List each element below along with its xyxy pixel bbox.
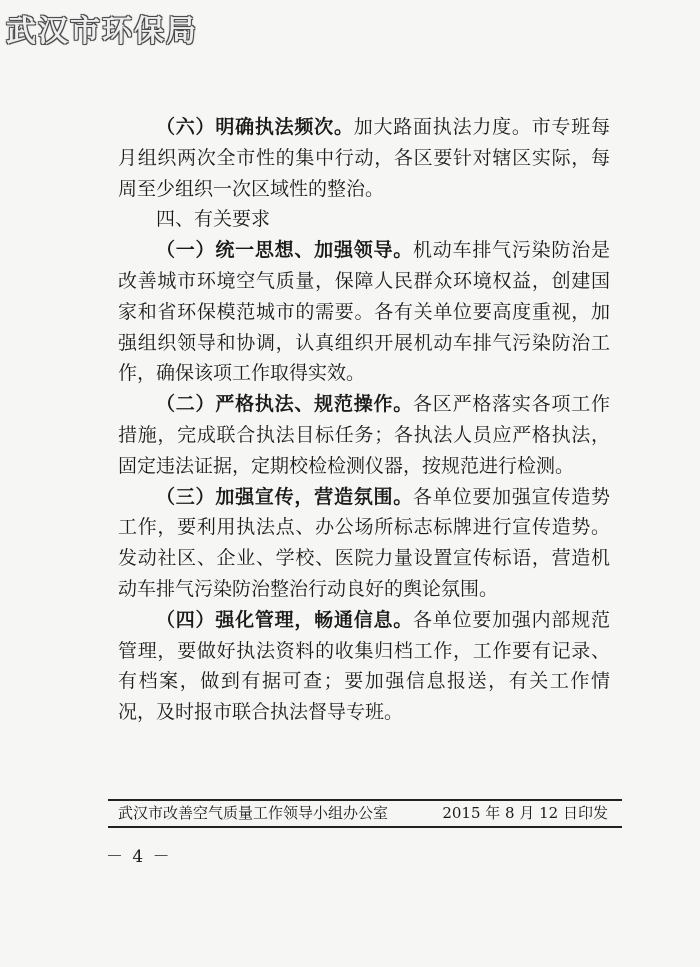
page-number: － 4 － <box>106 847 172 867</box>
requirement-2 <box>118 389 610 481</box>
paragraph-heading: （六）明确执法频次。 <box>156 116 354 138</box>
footer-date: 2015 年 8 月 12 日印发 <box>442 804 608 822</box>
requirement-text: 机动车排气污染防治是改善城市环境空气质量，保障人民群众环境权益，创建国家和省环保模范城市的需要。各有关单位要高度重视，加强组织领导和协调，认真组织开展机动车排气污染防治工作，确保该项工作取得实效。 <box>118 239 610 385</box>
paragraph-text: 加大路面执法力度。市专班每月组织两次全市性的集中行动，各区要针对辖区实际，每周至少组织一次区域性的整治。 <box>118 116 610 200</box>
footer-top-rule <box>108 799 622 801</box>
requirement-text: 各区严格落实各项工作措施，完成联合执法目标任务；各执法人员应严格执法，固定违法证据，定期校检检测仪器，按规范进行检测。 <box>118 393 610 477</box>
document-body <box>118 112 610 728</box>
footer-bottom-rule <box>108 826 622 828</box>
watermark-stamp: 武汉市环保局 <box>6 14 198 49</box>
requirement-4 <box>118 605 610 728</box>
requirement-3 <box>118 482 610 605</box>
requirement-text: 各单位要加强宣传造势工作，要利用执法点、办公场所标志标牌进行宣传造势。发动社区、企业、学校、医院力量设置宣传标语，营造机动车排气污染防治整治行动良好的舆论氛围。 <box>118 485 610 600</box>
requirement-heading: （四）强化管理，畅通信息。 <box>156 608 414 631</box>
requirement-text: 各单位要加强内部规范管理，要做好执法资料的收集归档工作，工作要有记录、有档案，做到有据可查；要加强信息报送，有关工作情况，及时报市联合执法督导专班。 <box>118 608 610 724</box>
paragraph-six <box>118 112 610 204</box>
requirement-heading: （二）严格执法、规范操作。 <box>156 393 414 416</box>
section-title: 四、有关要求 <box>156 208 271 231</box>
footer-issuer: 武汉市改善空气质量工作领导小组办公室 <box>118 804 389 822</box>
requirement-heading: （一）统一思想、加强领导。 <box>156 239 414 262</box>
requirement-heading: （三）加强宣传，营造氛围。 <box>156 485 414 508</box>
requirement-1 <box>118 235 610 389</box>
